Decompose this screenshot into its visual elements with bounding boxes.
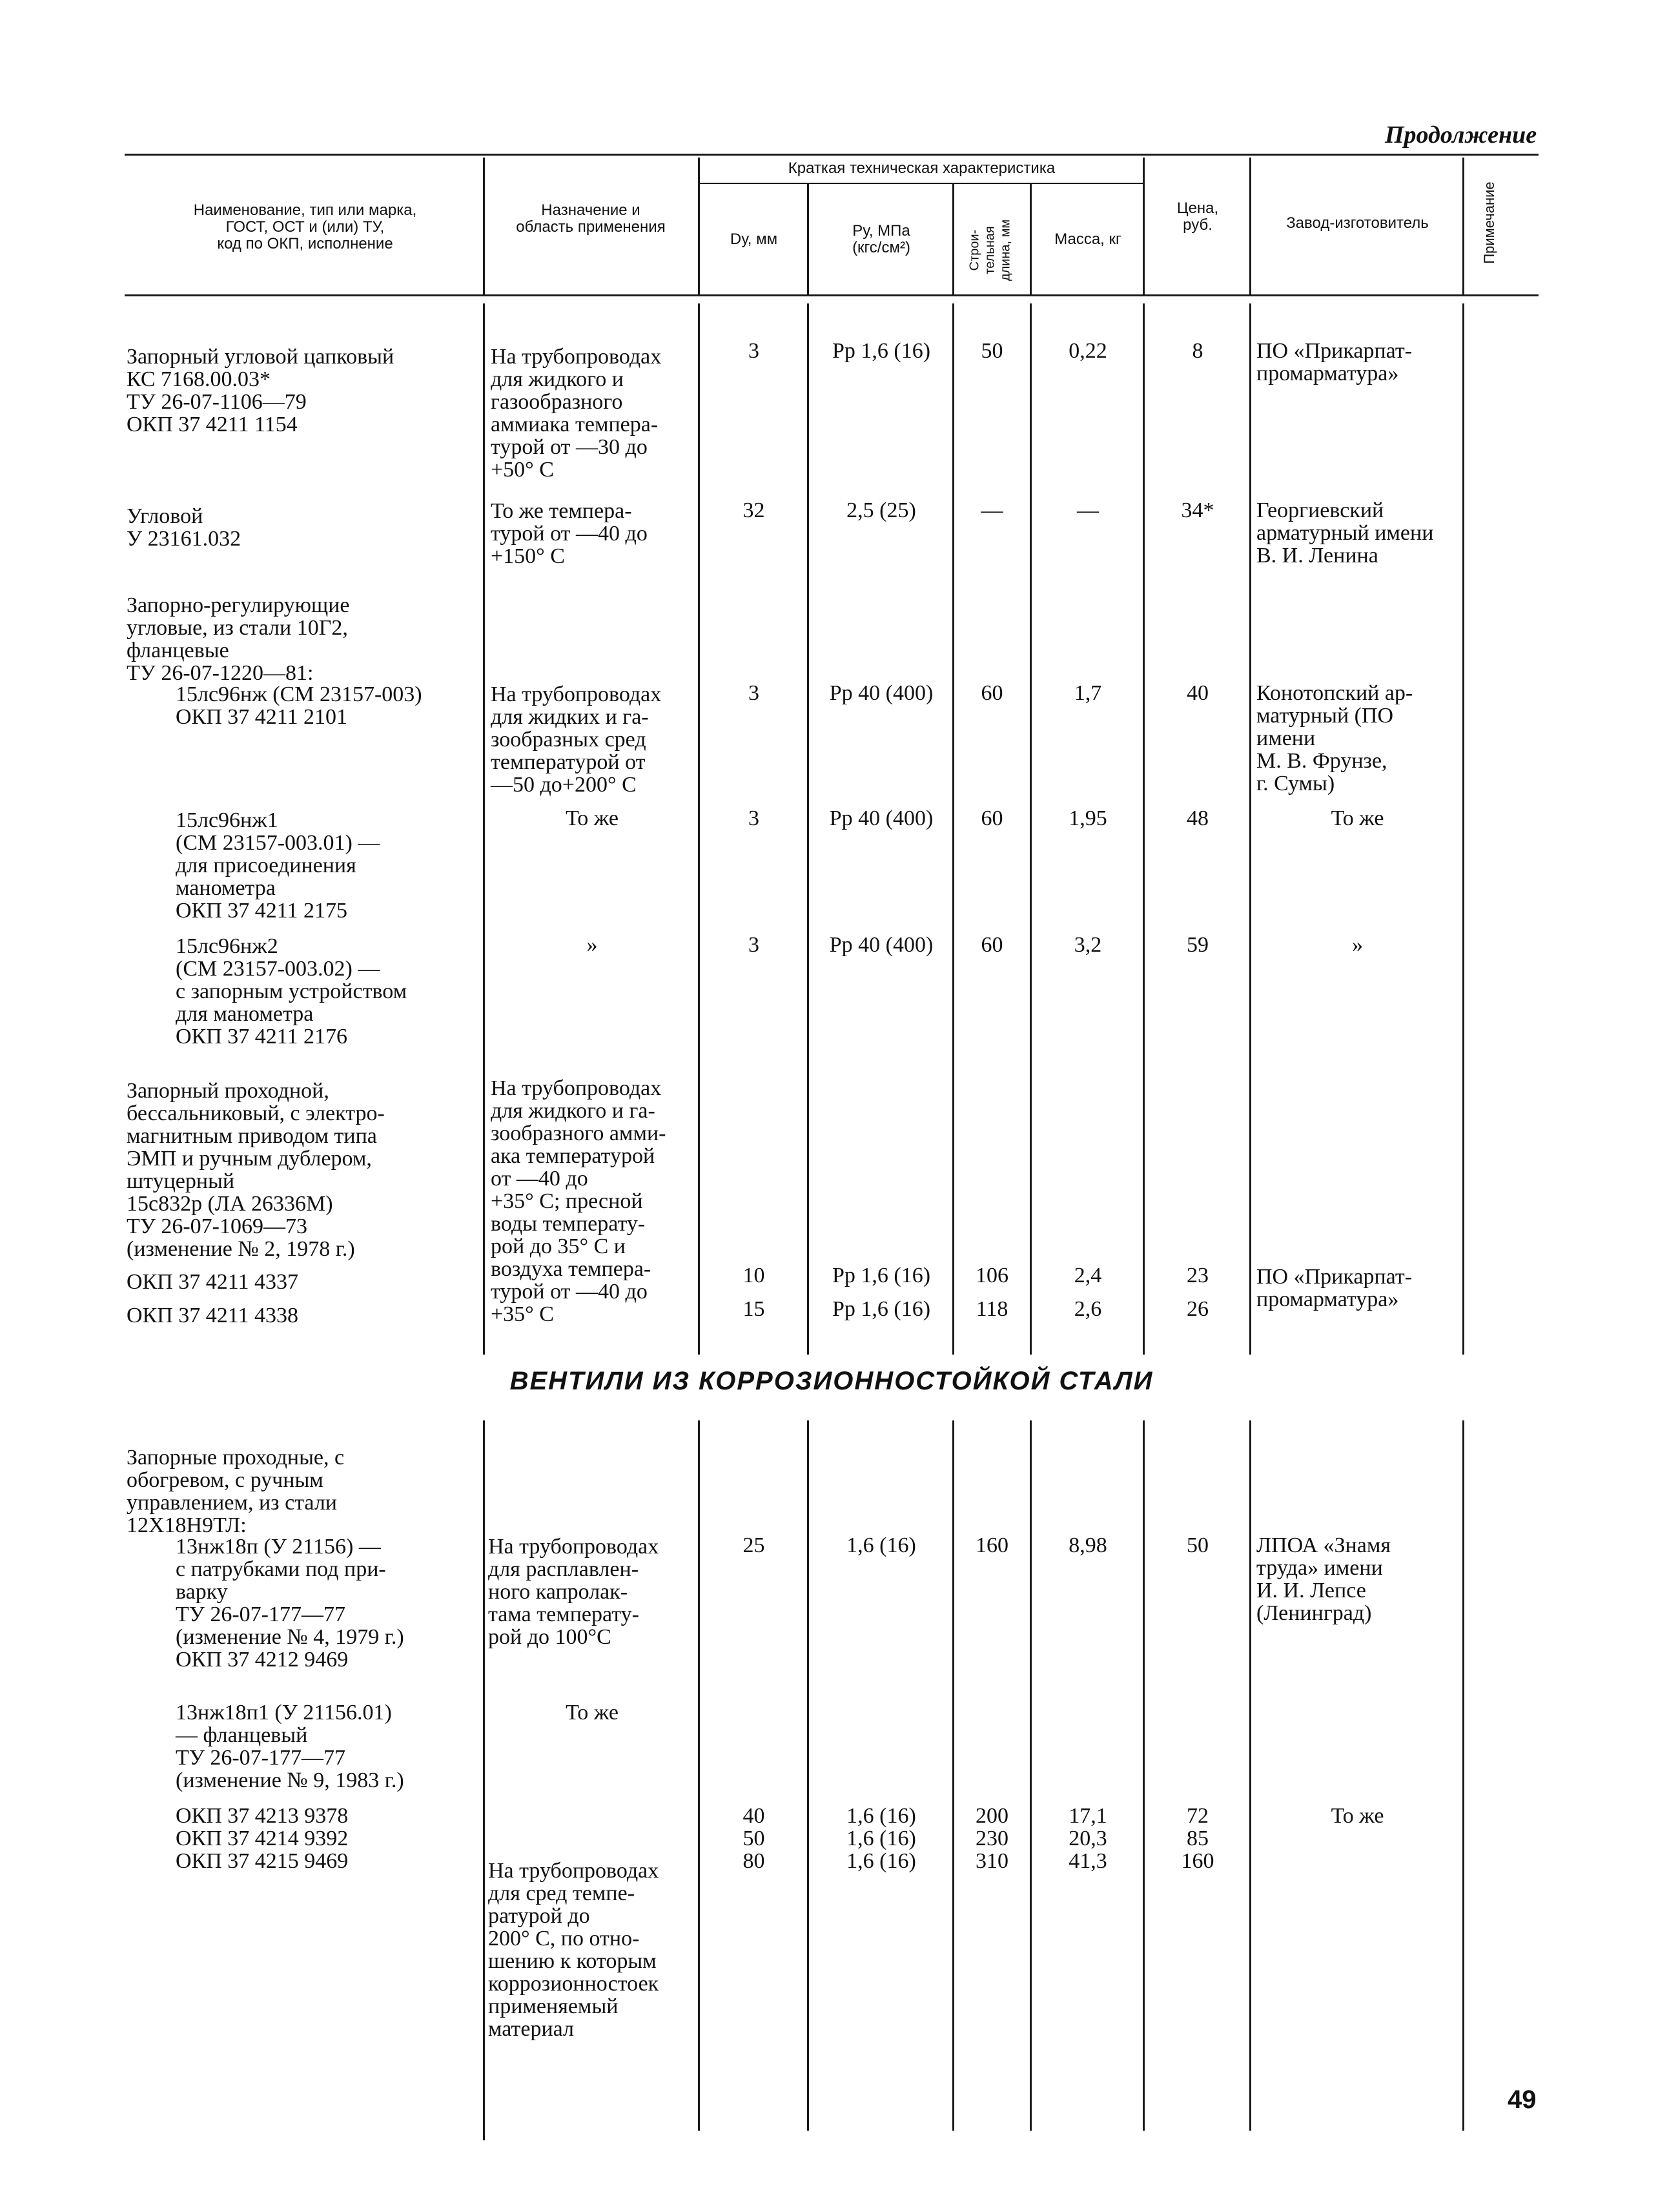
row-py: 2,5 (25) bbox=[846, 498, 916, 522]
row-price: 26 bbox=[1187, 1297, 1209, 1321]
row-name: 15лс96нж (СМ 23157-003) ОКП 37 4211 2101 bbox=[176, 682, 422, 729]
page-number: 49 bbox=[1508, 2085, 1537, 2114]
row-length: 160 bbox=[976, 1533, 1008, 1557]
row-py: 1,6 (16) bbox=[846, 1533, 916, 1557]
row-py: Pр 1,6 (16) bbox=[832, 1264, 931, 1287]
column-divider bbox=[1030, 1420, 1032, 2131]
row-py: Pр 1,6 (16) bbox=[832, 1297, 931, 1321]
row-price: 23 bbox=[1187, 1264, 1209, 1287]
header-py: Pу, МПа (кгс/см²) bbox=[852, 222, 910, 256]
row-price: 72 85 160 bbox=[1181, 1804, 1214, 1873]
column-divider bbox=[1249, 1420, 1251, 2131]
column-divider bbox=[1030, 303, 1032, 1355]
header-divider bbox=[1249, 158, 1251, 294]
column-divider bbox=[807, 1420, 809, 2131]
header-price: Цена, руб. bbox=[1176, 200, 1219, 234]
row-length: 60 bbox=[981, 806, 1003, 830]
row-factory: То же bbox=[1331, 1804, 1384, 1828]
column-divider bbox=[1143, 1420, 1145, 2131]
row-length: 118 bbox=[976, 1297, 1008, 1321]
header-length: Строи- тельная длина, мм bbox=[967, 219, 1013, 282]
row-dy: 25 bbox=[742, 1533, 765, 1557]
row-price: 40 bbox=[1187, 681, 1209, 705]
row-name: 15лс96нж1 (СМ 23157-003.01) — для присоединения манометра ОКП 37 4211 2175 bbox=[176, 808, 380, 923]
row-dy: 32 bbox=[742, 498, 765, 522]
row-mass: 2,6 bbox=[1074, 1297, 1102, 1321]
row-dy: 3 bbox=[748, 339, 759, 363]
row-purpose: На трубопроводах для сред темпе- ратурой до 200° С, по отно- шению к которым коррозионностоек применяемый материал bbox=[488, 1859, 659, 2041]
column-divider bbox=[483, 303, 485, 1355]
header-brief: Краткая техническая характеристика bbox=[788, 159, 1056, 177]
row-dy: 3 bbox=[748, 681, 759, 705]
row-price: 8 bbox=[1192, 339, 1203, 363]
table-top-rule bbox=[125, 154, 1539, 156]
row-length: 50 bbox=[981, 339, 1003, 363]
row-name: 13нж18п1 (У 21156.01) — фланцевый ТУ 26-07-177—77 (изменение № 9, 1983 г.) bbox=[176, 1701, 404, 1792]
row-mass: 17,1 20,3 41,3 bbox=[1069, 1804, 1107, 1873]
column-divider bbox=[1249, 303, 1251, 1355]
row-dy: 15 bbox=[742, 1297, 765, 1321]
header-factory: Завод-изготовитель bbox=[1286, 214, 1429, 232]
row-length: — bbox=[981, 498, 1003, 522]
row-dy: 3 bbox=[748, 933, 759, 957]
header-divider bbox=[1462, 158, 1464, 294]
row-factory: ПО «Прикарпат- промарматура» bbox=[1256, 1265, 1413, 1311]
row-py: 1,6 (16) 1,6 (16) 1,6 (16) bbox=[846, 1804, 916, 1873]
row-mass: 0,22 bbox=[1069, 339, 1107, 363]
column-divider bbox=[483, 1420, 485, 2140]
row-name: Угловой У 23161.032 bbox=[127, 504, 241, 551]
row-code: ОКП 37 4211 4338 bbox=[127, 1304, 299, 1327]
row-purpose: То же темпера- турой от —40 до +150° С bbox=[491, 499, 648, 568]
continuation-label: Продолжение bbox=[1385, 121, 1537, 148]
row-mass: 1,7 bbox=[1074, 681, 1102, 705]
row-length: 200 230 310 bbox=[976, 1804, 1008, 1873]
row-codes: ОКП 37 4213 9378 ОКП 37 4214 9392 ОКП 37 4215 9469 bbox=[176, 1804, 349, 1873]
row-purpose: На трубопроводах для расплавлен- ного капролак- тама температу- рой до 100°С bbox=[488, 1535, 659, 1649]
column-divider bbox=[698, 1420, 700, 2131]
row-length: 60 bbox=[981, 681, 1003, 705]
row-purpose: На трубопроводах для жидкого и газообразного аммиака темпера- турой от —30 до +50° С bbox=[491, 345, 662, 482]
section-title: ВЕНТИЛИ ИЗ КОРРОЗИОННОСТОЙКОЙ СТАЛИ bbox=[509, 1367, 1154, 1395]
row-py: Pр 40 (400) bbox=[829, 681, 934, 705]
row-price: 59 bbox=[1187, 933, 1209, 957]
row-price: 48 bbox=[1187, 806, 1209, 830]
row-factory: Георгиевский арматурный имени В. И. Ленина bbox=[1256, 498, 1434, 568]
row-length: 60 bbox=[981, 933, 1003, 957]
column-divider bbox=[807, 303, 809, 1355]
row-factory: Конотопский ар- матурный (ПО имени М. В. Фрунзе, г. Сумы) bbox=[1256, 681, 1413, 795]
row-factory: ПО «Прикарпат- промарматура» bbox=[1256, 339, 1413, 385]
row-py: Pр 40 (400) bbox=[829, 933, 934, 957]
row-dy: 3 bbox=[748, 806, 759, 830]
row-length: 106 bbox=[976, 1264, 1008, 1287]
row-mass: 8,98 bbox=[1069, 1533, 1107, 1557]
header-mass: Масса, кг bbox=[1054, 230, 1121, 248]
row-mass: 2,4 bbox=[1074, 1264, 1102, 1287]
row-mass: 3,2 bbox=[1074, 933, 1102, 957]
header-dy: Dу, мм bbox=[730, 230, 778, 248]
brief-subheader-rule bbox=[699, 183, 1145, 184]
header-divider bbox=[1030, 184, 1032, 294]
row-mass: 1,95 bbox=[1069, 806, 1107, 830]
row-code: ОКП 37 4211 4337 bbox=[127, 1270, 299, 1294]
column-divider bbox=[1143, 303, 1145, 1355]
row-name-intro: Запорные проходные, с обогревом, с ручным управлением, из стали 12Х18Н9ТЛ: bbox=[127, 1446, 345, 1537]
header-name: Наименование, тип или марка, ГОСТ, ОСТ и (или) ТУ, код по ОКП, исполнение bbox=[193, 201, 417, 252]
row-purpose: То же bbox=[566, 1701, 619, 1725]
header-divider bbox=[698, 158, 700, 294]
row-name: 15лс96нж2 (СМ 23157-003.02) — с запорным устройством для манометра ОКП 37 4211 2176 bbox=[176, 934, 407, 1049]
row-name: Запорный проходной, бессальниковый, с электро- магнитным приводом типа ЭМП и ручным дублером, штуцерный 15с832р (ЛА 26336М) ТУ 26-07-1069—73 (изменение № 2, 1978 г.) bbox=[127, 1079, 385, 1261]
header-bottom-rule bbox=[125, 294, 1539, 296]
row-purpose: На трубопроводах для жидких и га- зообразных сред температурой от —50 до+200° С bbox=[491, 682, 662, 797]
row-price: 34* bbox=[1181, 498, 1214, 522]
column-divider bbox=[1462, 1420, 1464, 2131]
row-name: 13нж18п (У 21156) — с патрубками под при- варку ТУ 26-07-177—77 (изменение № 4, 1979 г.) ОКП 37 4212 9469 bbox=[176, 1535, 404, 1672]
row-price: 50 bbox=[1187, 1533, 1209, 1557]
row-py: Pр 1,6 (16) bbox=[832, 339, 931, 363]
row-name-intro: Запорно-регулирующие угловые, из стали 10Г2, фланцевые ТУ 26-07-1220—81: bbox=[127, 593, 350, 685]
header-divider bbox=[807, 184, 809, 294]
row-dy: 10 bbox=[742, 1264, 765, 1287]
header-purpose: Назначение и область применения bbox=[516, 201, 666, 236]
row-factory: » bbox=[1352, 933, 1363, 957]
row-py: Pр 40 (400) bbox=[829, 806, 934, 830]
row-factory: ЛПОА «Знамя труда» имени И. И. Лепсе (Ленинград) bbox=[1256, 1533, 1391, 1625]
header-divider bbox=[952, 184, 954, 294]
column-divider bbox=[952, 1420, 954, 2131]
row-purpose: То же bbox=[566, 806, 619, 830]
row-dy: 40 50 80 bbox=[742, 1804, 765, 1873]
row-mass: — bbox=[1077, 498, 1099, 522]
column-divider bbox=[1462, 303, 1464, 1355]
header-divider bbox=[483, 158, 485, 294]
header-note: Примечание bbox=[1481, 181, 1497, 264]
row-factory: То же bbox=[1331, 806, 1384, 830]
row-purpose: » bbox=[586, 933, 598, 957]
header-divider bbox=[1143, 158, 1145, 294]
row-name: Запорный угловой цапковый КС 7168.00.03* ТУ 26-07-1106—79 ОКП 37 4211 1154 bbox=[127, 345, 394, 436]
row-purpose: На трубопроводах для жидкого и га- зообразного амми- ака температурой от —40 до +35° С; пресной воды температу- рой до 35° С и воздуха темпера- турой от —40 до +35° С bbox=[491, 1076, 666, 1326]
